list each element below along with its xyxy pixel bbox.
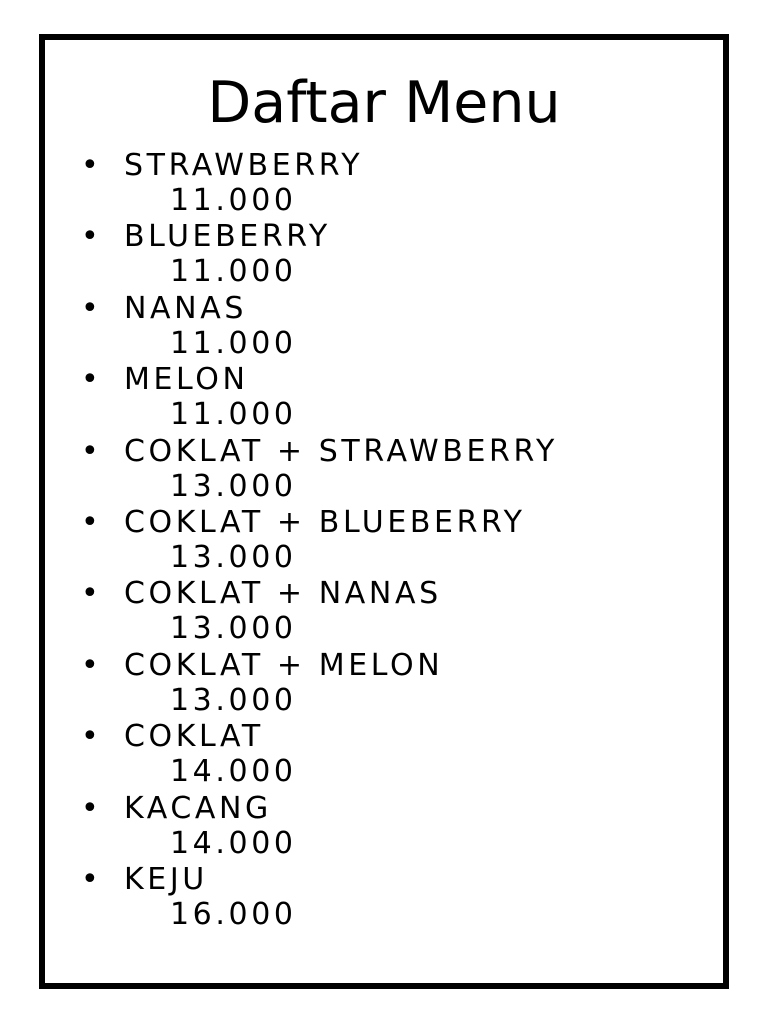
item-price: 14.000: [170, 825, 297, 861]
item-name: STRAWBERRY: [124, 148, 364, 183]
item-price: 11.000: [170, 397, 297, 433]
item-price: 13.000: [170, 468, 297, 504]
bullet-icon: •: [81, 790, 99, 826]
bullet-icon: •: [81, 362, 99, 398]
bullet-icon: •: [81, 148, 99, 183]
item-price: 13.000: [170, 611, 297, 647]
item-price: 11.000: [170, 183, 297, 218]
item-name: COKLAT + STRAWBERRY: [124, 433, 558, 469]
bullet-icon: •: [81, 290, 99, 326]
item-name: COKLAT + MELON: [124, 647, 444, 683]
item-name: KEJU: [124, 861, 208, 897]
item-name: BLUEBERRY: [124, 219, 331, 255]
item-price: 14.000: [170, 754, 297, 790]
item-price: 13.000: [170, 539, 297, 575]
bullet-icon: •: [81, 504, 99, 540]
item-price: 13.000: [170, 682, 297, 718]
bullet-icon: •: [81, 719, 99, 755]
item-name: NANAS: [124, 290, 247, 326]
item-name: COKLAT: [124, 719, 264, 755]
menu-card: [39, 34, 729, 989]
bullet-icon: •: [81, 861, 99, 897]
item-price: 11.000: [170, 325, 297, 361]
bullet-icon: •: [81, 219, 99, 255]
item-name: COKLAT + BLUEBERRY: [124, 504, 526, 540]
item-price: 11.000: [170, 254, 297, 290]
item-name: COKLAT + NANAS: [124, 576, 442, 612]
bullet-icon: •: [81, 576, 99, 612]
item-price: 16.000: [170, 896, 297, 932]
item-name: KACANG: [124, 790, 272, 826]
item-name: MELON: [124, 362, 249, 398]
bullet-icon: •: [81, 433, 99, 469]
menu-title: Daftar Menu: [207, 70, 561, 136]
bullet-icon: •: [81, 647, 99, 683]
